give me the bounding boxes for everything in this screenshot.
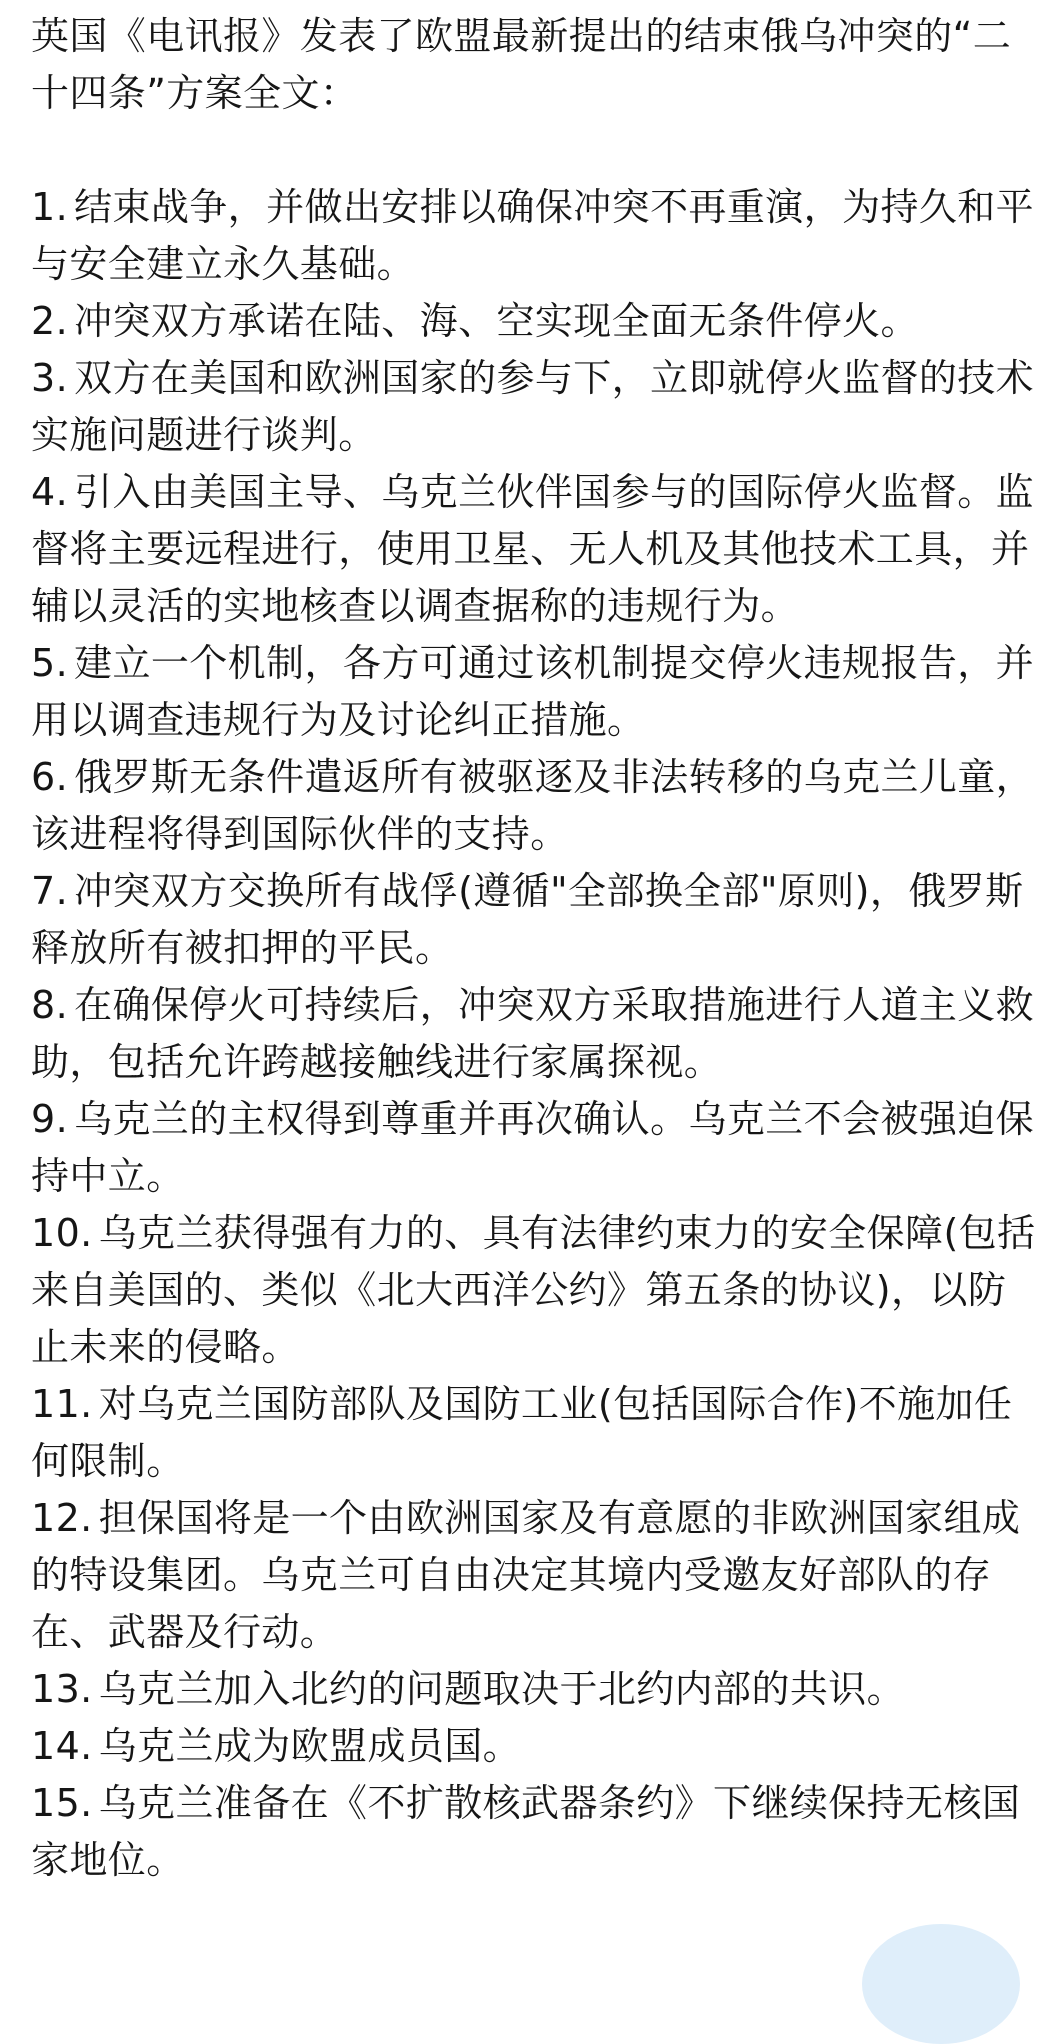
- plan-point-text: 引入由美国主导、乌克兰伙伴国参与的国际停火监督。监督将主要远程进行，使用卫星、无人机及其他技术工具，并辅以灵活的实地核查以调查据称的违规行为。: [31, 470, 1035, 628]
- plan-point: [31, 977, 1041, 1091]
- plan-point-number: 1.: [31, 185, 69, 229]
- plan-point: [31, 293, 1041, 350]
- plan-point-text: 冲突双方交换所有战俘(遵循"全部换全部"原则)，俄罗斯释放所有被扣押的平民。: [31, 869, 1024, 970]
- plan-point: [31, 1376, 1041, 1490]
- article-body: [31, 8, 1041, 1889]
- plan-point-text: 乌克兰的主权得到尊重并再次确认。乌克兰不会被强迫保持中立。: [31, 1097, 1035, 1198]
- plan-point-number: 4.: [31, 470, 69, 514]
- plan-point-text: 乌克兰准备在《不扩散核武器条约》下继续保持无核国家地位。: [31, 1781, 1021, 1882]
- plan-points-list: [31, 179, 1041, 1889]
- plan-point-text: 对乌克兰国防部队及国防工业(包括国际合作)不施加任何限制。: [31, 1382, 1013, 1483]
- plan-point-number: 3.: [31, 356, 69, 400]
- plan-point-text: 建立一个机制，各方可通过该机制提交停火违规报告，并用以调查违规行为及讨论纠正措施。: [31, 641, 1035, 742]
- plan-point: [31, 350, 1041, 464]
- plan-point: [31, 1718, 1041, 1775]
- plan-point: [31, 863, 1041, 977]
- plan-point-text: 乌克兰加入北约的问题取决于北约内部的共识。: [98, 1667, 906, 1711]
- plan-point-text: 在确保停火可持续后，冲突双方采取措施进行人道主义救助，包括允许跨越接触线进行家属探视。: [31, 983, 1035, 1084]
- plan-point-number: 13.: [31, 1667, 93, 1711]
- article-intro: 英国《电讯报》发表了欧盟最新提出的结束俄乌冲突的“二十四条”方案全文：: [31, 14, 1012, 115]
- plan-point-number: 5.: [31, 641, 69, 685]
- plan-point-text: 冲突双方承诺在陆、海、空实现全面无条件停火。: [74, 299, 919, 343]
- plan-point: [31, 179, 1041, 293]
- plan-point-number: 6.: [31, 755, 69, 799]
- plan-point-text: 乌克兰成为欧盟成员国。: [98, 1724, 522, 1768]
- plan-point-text: 结束战争，并做出安排以确保冲突不再重演，为持久和平与安全建立永久基础。: [31, 185, 1035, 286]
- plan-point: [31, 1490, 1041, 1661]
- plan-point: [31, 1205, 1041, 1376]
- plan-point-number: 15.: [31, 1781, 93, 1825]
- plan-point-number: 11.: [31, 1382, 93, 1426]
- plan-point: [31, 464, 1041, 635]
- plan-point-text: 俄罗斯无条件遣返所有被驱逐及非法转移的乌克兰儿童，该进程将得到国际伙伴的支持。: [31, 755, 1035, 856]
- floating-action-button[interactable]: [862, 1924, 1020, 2044]
- plan-point: [31, 635, 1041, 749]
- plan-point: [31, 1661, 1041, 1718]
- plan-point-number: 14.: [31, 1724, 93, 1768]
- plan-point: [31, 1091, 1041, 1205]
- plan-point-number: 7.: [31, 869, 69, 913]
- plan-point-text: 乌克兰获得强有力的、具有法律约束力的安全保障(包括来自美国的、类似《北大西洋公约》第五条的协议)，以防止未来的侵略。: [31, 1211, 1036, 1369]
- plan-point-number: 10.: [31, 1211, 93, 1255]
- plan-point-number: 2.: [31, 299, 69, 343]
- plan-point: [31, 1775, 1041, 1889]
- plan-point-text: 担保国将是一个由欧洲国家及有意愿的非欧洲国家组成的特设集团。乌克兰可自由决定其境内受邀友好部队的存在、武器及行动。: [31, 1496, 1021, 1654]
- plan-point-number: 9.: [31, 1097, 69, 1141]
- plan-point-text: 双方在美国和欧洲国家的参与下，立即就停火监督的技术实施问题进行谈判。: [31, 356, 1035, 457]
- plan-point-number: 8.: [31, 983, 69, 1027]
- plan-point-number: 12.: [31, 1496, 93, 1540]
- plan-point: [31, 749, 1041, 863]
